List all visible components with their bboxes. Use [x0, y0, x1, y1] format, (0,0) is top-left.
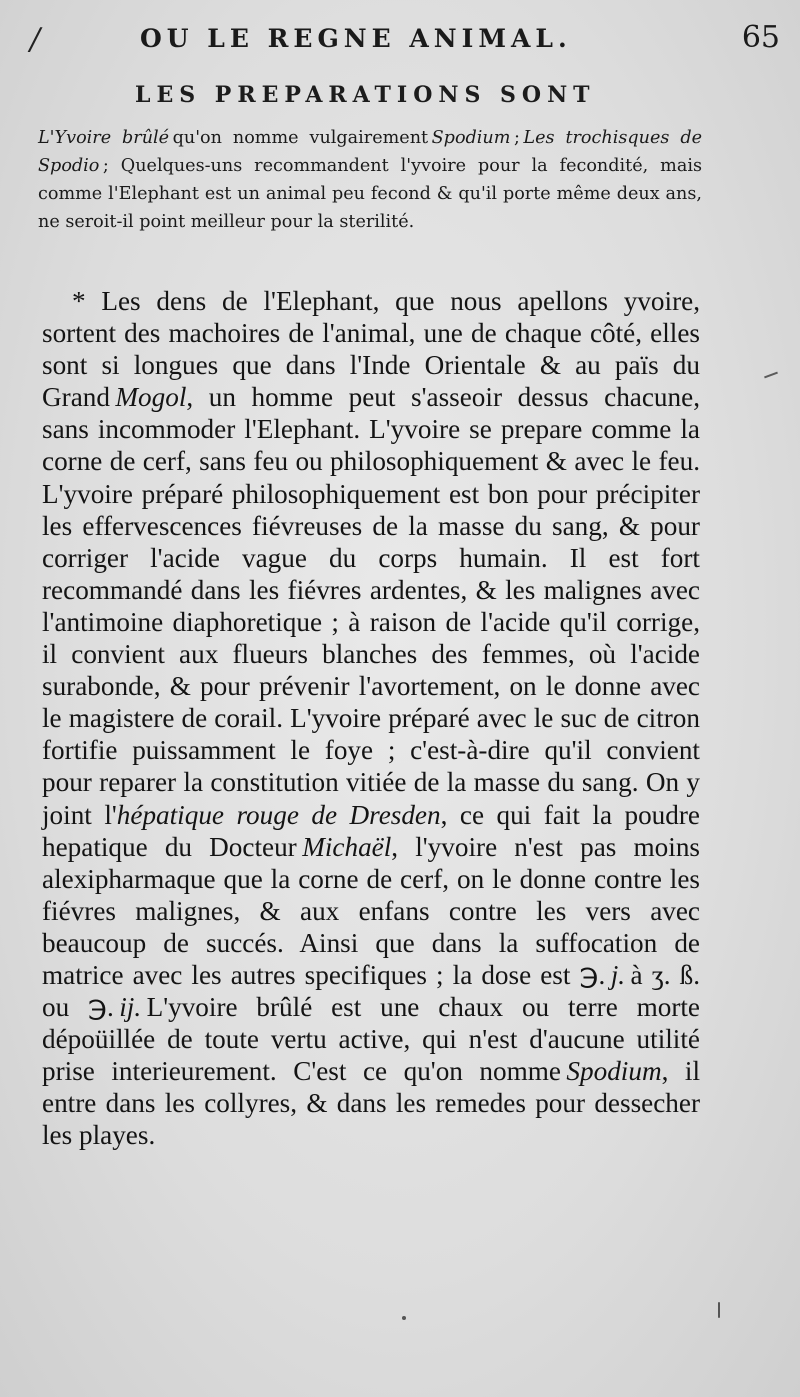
- footnote-part-4: , l'yvoire n'est pas moins alexipharmaque que la corne de cerf, on le donne contre les fiévres malignes, & aux enfans contre les vers avec beaucoup de succés. Ainsi que dans la suffocation de matrice avec les autres specifiques ; la dose est ℈.: [42, 831, 701, 990]
- footnote-part-1: * Les dens de l'Elephant, que nous apellons yvoire, sortent des machoires de l'animal, une de chaque côté, elles sont si longues que dans l'Inde Orientale & au païs du Grand: [42, 286, 700, 413]
- footnote-italic-dose-2: ij.: [119, 992, 142, 1023]
- footnote-italic-hepatique: hépatique rouge de Dresden: [116, 799, 441, 830]
- footnote-part-6: L'yvoire brûlé est une chaux ou terre morte dépoüillée de toute vertu active, qui n'est d'aucune utilité prise interieurement. C'est ce qu'on nomme: [42, 992, 700, 1087]
- ink-speck: [718, 1302, 720, 1318]
- margin-ink-stroke: [764, 372, 778, 379]
- footnote-part-3: , ce qui fait la poudre hepatique du Docteur: [42, 799, 700, 862]
- running-head: OU LE REGNE ANIMAL.: [140, 24, 572, 53]
- footnote-part-5: à ʒ. ß. ou ℈.: [42, 959, 700, 1023]
- footnote-paragraph: [42, 285, 700, 1152]
- footnote-italic-dose-1: j.: [610, 959, 626, 990]
- preparations-paragraph: [38, 124, 702, 236]
- term-trochisques: Les trochisques de Spodio: [38, 128, 702, 176]
- footnote-text: [42, 285, 700, 1152]
- term-spodium: Spodium: [431, 128, 511, 148]
- preparations-text-3: ; Quelques-uns recommandent l'yvoire pour la fecondité, mais comme l'Elephant est un animal peu fecond & qu'il porte même deux ans, ne seroit-il point meilleur pour la sterilité.: [38, 156, 702, 232]
- footnote-italic-spodium: Spodium: [566, 1056, 662, 1087]
- page-number: 65: [741, 20, 780, 55]
- preparations-text-1: qu'on nomme vulgairement: [172, 128, 429, 148]
- preparations-text: [38, 124, 702, 236]
- footnote-italic-michael: Michaël: [302, 831, 392, 862]
- margin-mark: /: [30, 22, 41, 57]
- preparations-text-2: ;: [513, 128, 520, 148]
- term-yvoire-brule: L'Yvoire brûlé: [38, 128, 170, 148]
- ink-speck: [402, 1316, 406, 1320]
- footnote-part-2: , un homme peut s'asseoir dessus chacune, sans incommoder l'Elephant. L'yvoire se prepare comme la corne de cerf, sans feu ou philosophiquement & avec le feu. L'yvoire préparé philosophiquement est bon pour précipiter les effervescences fiévreuses de la masse du sang, & pour corriger l'acide vague du corps humain. Il est fort recommandé dans les fiévres ardentes, & les malignes avec l'antimoine diaphoretique ; à raison de l'acide qu'il corrige, il convient aux flueurs blanches des femmes, où l'acide surabonde, & pour prévenir l'avortement, on le donne avec le magistere de corail. L'yvoire préparé avec le suc de citron fortifie puissamment le foye ; c'est-à-dire qu'il convient pour reparer la constitution vitiée de la masse du sang. On y joint l': [42, 382, 700, 830]
- footnote-part-7: , il entre dans les collyres, & dans les remedes pour dessecher les playes.: [42, 1056, 701, 1151]
- footnote-italic-mogol: Mogol: [115, 382, 187, 413]
- section-heading: LES PREPARATIONS SONT: [135, 82, 596, 108]
